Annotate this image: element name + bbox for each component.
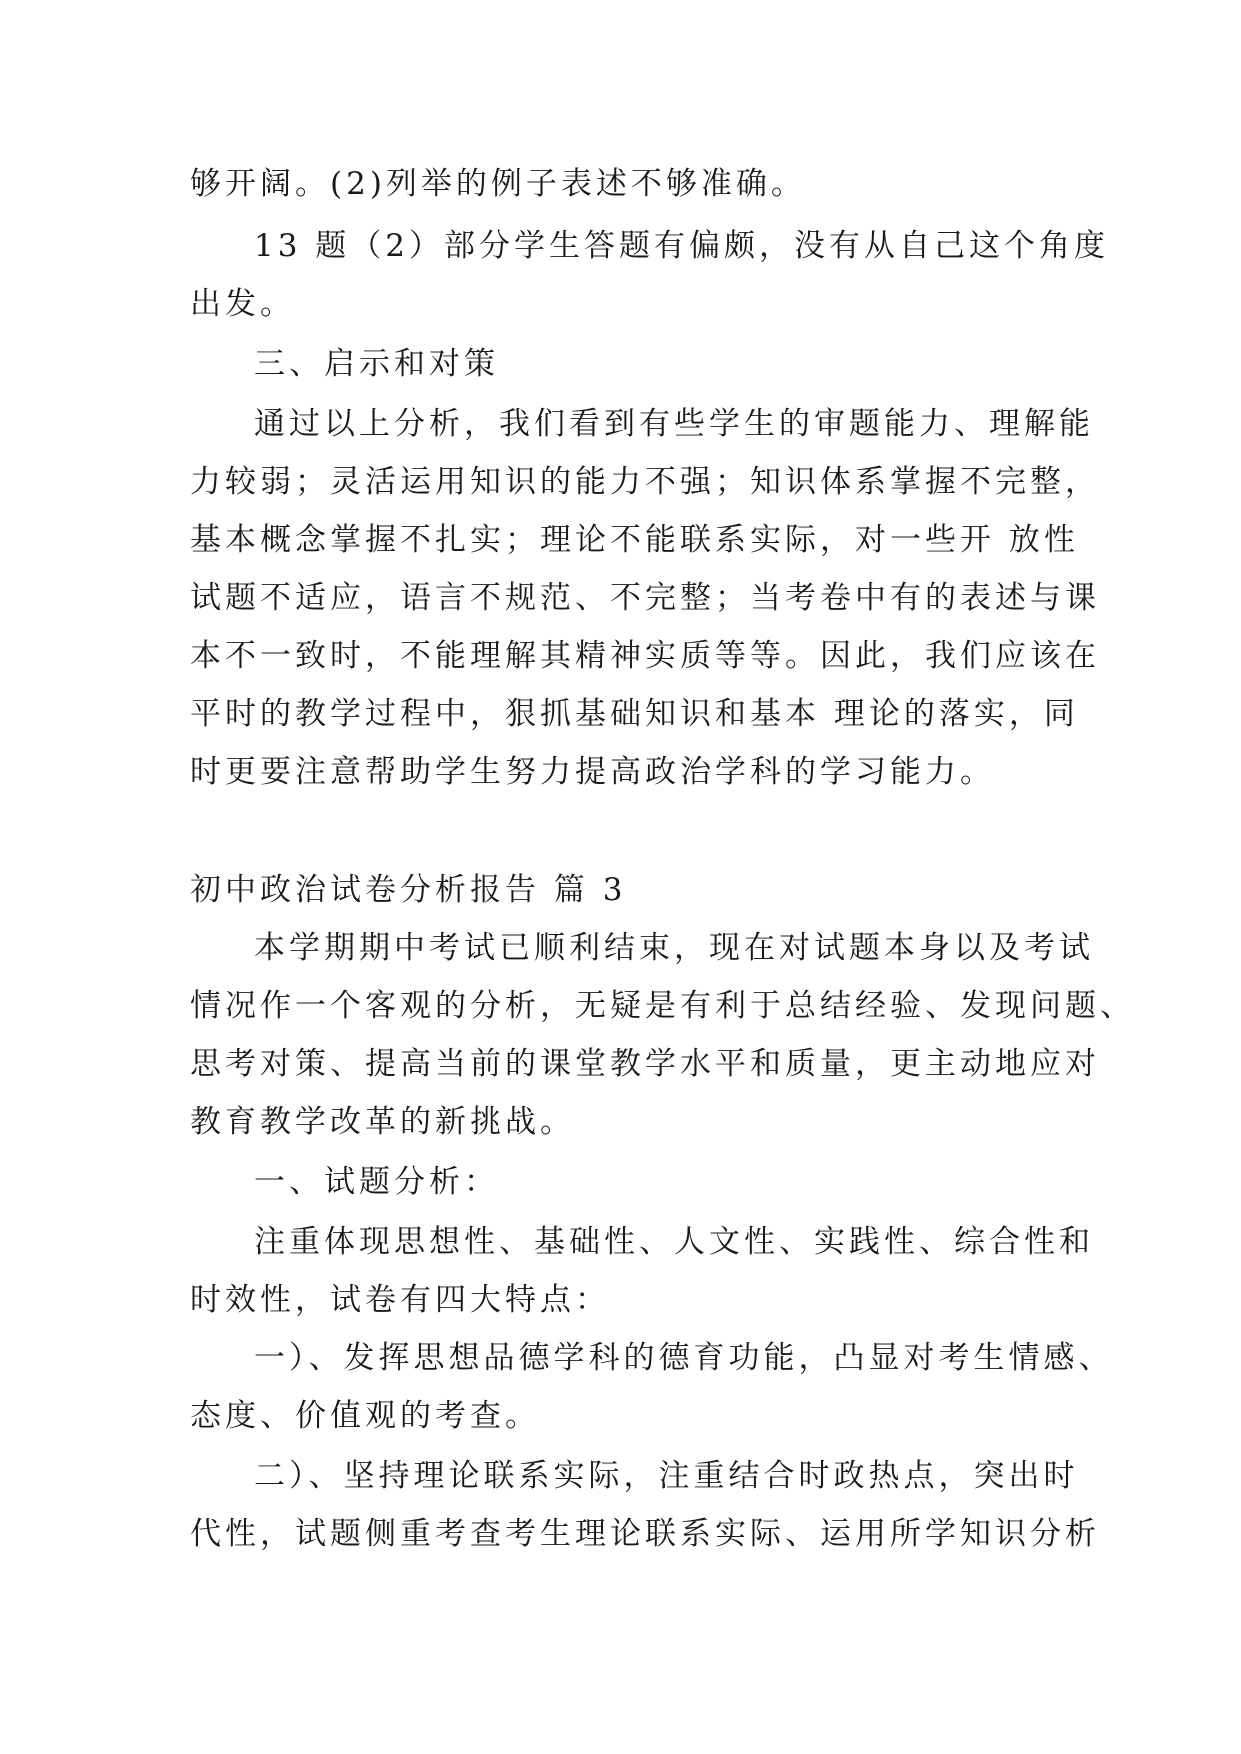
text-line: 力较弱；灵活运用知识的能力不强；知识体系掌握不完整， [190,464,1100,500]
text-line: 通过以上分析，我们看到有些学生的审题能力、理解能 [254,406,1094,442]
text-line: 13 题（2）部分学生答题有偏颇，没有从自己这个角度 [254,228,1110,264]
text-line: 本不一致时，不能理解其精神实质等等。因此，我们应该在 [190,638,1100,674]
text-line: 时更要注意帮助学生努力提高政治学科的学习能力。 [190,754,995,790]
text-line: 基本概念掌握不扎实；理论不能联系实际，对一些开 放性 [190,522,1079,558]
text-line: 出发。 [190,286,295,322]
text-line: 平时的教学过程中，狠抓基础知识和基本 理论的落实，同 [190,696,1079,732]
text-line: 试题不适应，语言不规范、不完整；当考卷中有的表述与课 [190,580,1100,616]
article-title: 初中政治试卷分析报告 篇 3 [190,872,627,908]
text-line: 注重体现思想性、基础性、人文性、实践性、综合性和 [254,1224,1094,1260]
text-line: 态度、价值观的考查。 [190,1398,540,1434]
text-line: 教育教学改革的新挑战。 [190,1104,575,1140]
text-line: 思考对策、提高当前的课堂教学水平和质量，更主动地应对 [190,1046,1100,1082]
section-heading: 三、启示和对策 [254,346,499,382]
section-heading: 一、试题分析： [254,1164,499,1200]
text-line: 够开阔。(2)列举的例子表述不够准确。 [190,166,806,202]
text-line: 时效性，试卷有四大特点： [190,1282,610,1318]
text-line: 情况作一个客观的分析，无疑是有利于总结经验、发现问题、 [190,988,1135,1024]
text-line: 一）、发挥思想品德学科的德育功能，凸显对考生情感、 [254,1340,1114,1376]
text-line: 二）、坚持理论联系实际，注重结合时政热点，突出时 [254,1458,1079,1494]
text-line: 代性，试题侧重考查考生理论联系实际、运用所学知识分析 [190,1516,1100,1552]
text-line: 本学期期中考试已顺利结束，现在对试题本身以及考试 [254,930,1094,966]
